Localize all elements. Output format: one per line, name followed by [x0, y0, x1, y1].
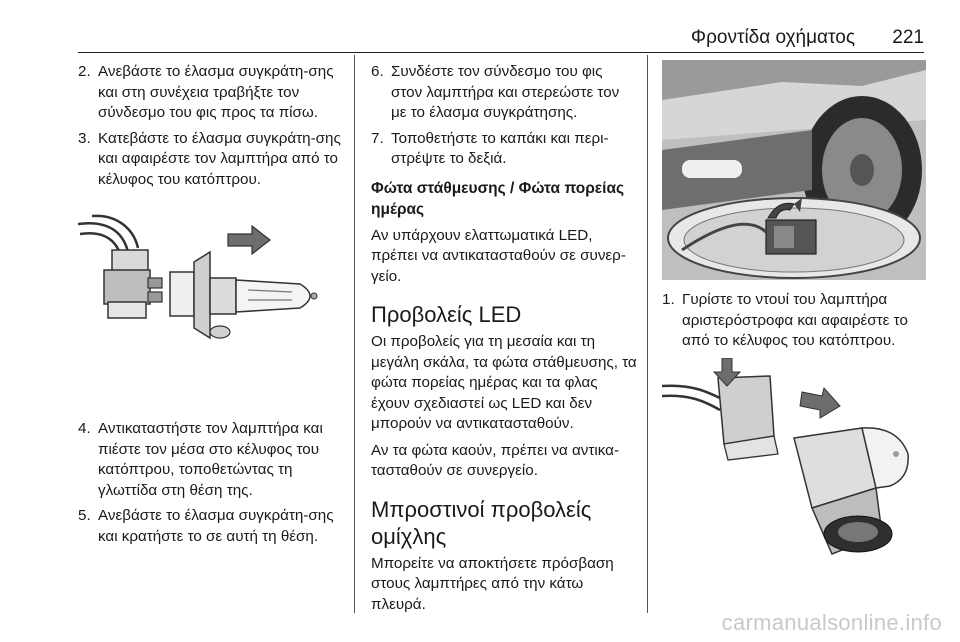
step-7: 7. Τοποθετήστε το καπάκι και περι-στρέψτε το δεξιά. — [371, 129, 609, 167]
column-3 — [662, 62, 926, 568]
page-header — [0, 0, 960, 52]
section-heading-parking-lights: Φώτα στάθμευσης / Φώτα πορείας ημέρας — [371, 179, 625, 218]
step-5: 5. Ανεβάστε το έλασμα συγκράτη-σης και κρατήστε το σε αυτή τη θέση. — [78, 507, 334, 545]
fog-bulb-connector-drawing — [662, 358, 926, 568]
paragraph-led-headlights: Οι προβολείς για τη μεσαία και τη μεγάλη σκάλα, τα φώτα στάθμευσης, τα φώτα πορείας ημέρας και τα φλας έχουν σχεδιαστεί ως LED και δεν μπορούν να αντικατασταθούν. — [371, 333, 637, 432]
paragraph-workshop: Αν τα φώτα καούν, πρέπει να αντικα-τασταθούν σε συνεργείο. — [371, 441, 620, 479]
fog-lamp-location-photo — [662, 60, 926, 280]
step-1: 1. Γυρίστε το ντουί του λαμπτήρα αριστερόστροφα και αφαιρέστε το από το κέλυφος του κατόπτρου. — [662, 291, 908, 349]
column-divider-2 — [647, 55, 648, 613]
paragraph-led-defective: Αν υπάρχουν ελαττωματικά LED, πρέπει να αντικατασταθούν σε συνερ-γείο. — [371, 226, 626, 285]
page-title: Φροντίδα οχήματος — [690, 27, 855, 48]
column-2 — [371, 62, 637, 621]
section-heading-fog-lights: Μπροστινοί προβολείς ομίχλης — [371, 496, 592, 549]
car-front-fog-lamp-drawing — [662, 60, 926, 280]
column-1 — [78, 62, 342, 552]
step-2: 2. Ανεβάστε το έλασμα συγκράτη-σης και στη συνέχεια τραβήξτε τον σύνδεσμο του φις προς τα πίσω. — [78, 63, 334, 121]
column-divider-1 — [354, 55, 355, 613]
page-number: 221 — [892, 27, 924, 48]
watermark: carmanualsonline.info — [721, 610, 942, 635]
section-heading-led-headlights: Προβολείς LED — [371, 302, 522, 327]
step-6: 6. Συνδέστε τον σύνδεσμο του φις στον λαμπτήρα και στερεώστε τον με το έλασμα συγκράτησης. — [371, 63, 620, 121]
h7-bulb-connector-drawing — [78, 212, 342, 402]
bulb-removal-illustration — [78, 212, 342, 402]
step-3: 3. Κατεβάστε το έλασμα συγκράτη-σης και αφαιρέστε τον λαμπτήρα από το κέλυφος του κατόπτρου. — [78, 129, 341, 188]
paragraph-fog-access: Μπορείτε να αποκτήσετε πρόσβαση στους λαμπτήρες από την κάτω πλευρά. — [371, 554, 614, 613]
step-4: 4. Αντικαταστήστε τον λαμπτήρα και πιέστε τον μέσα στο κέλυφος του κατόπτρου, τοποθετώντας τη γλωττίδα στη θέση της. — [78, 420, 323, 499]
fog-bulb-removal-illustration — [662, 358, 926, 568]
header-rule — [78, 52, 924, 53]
